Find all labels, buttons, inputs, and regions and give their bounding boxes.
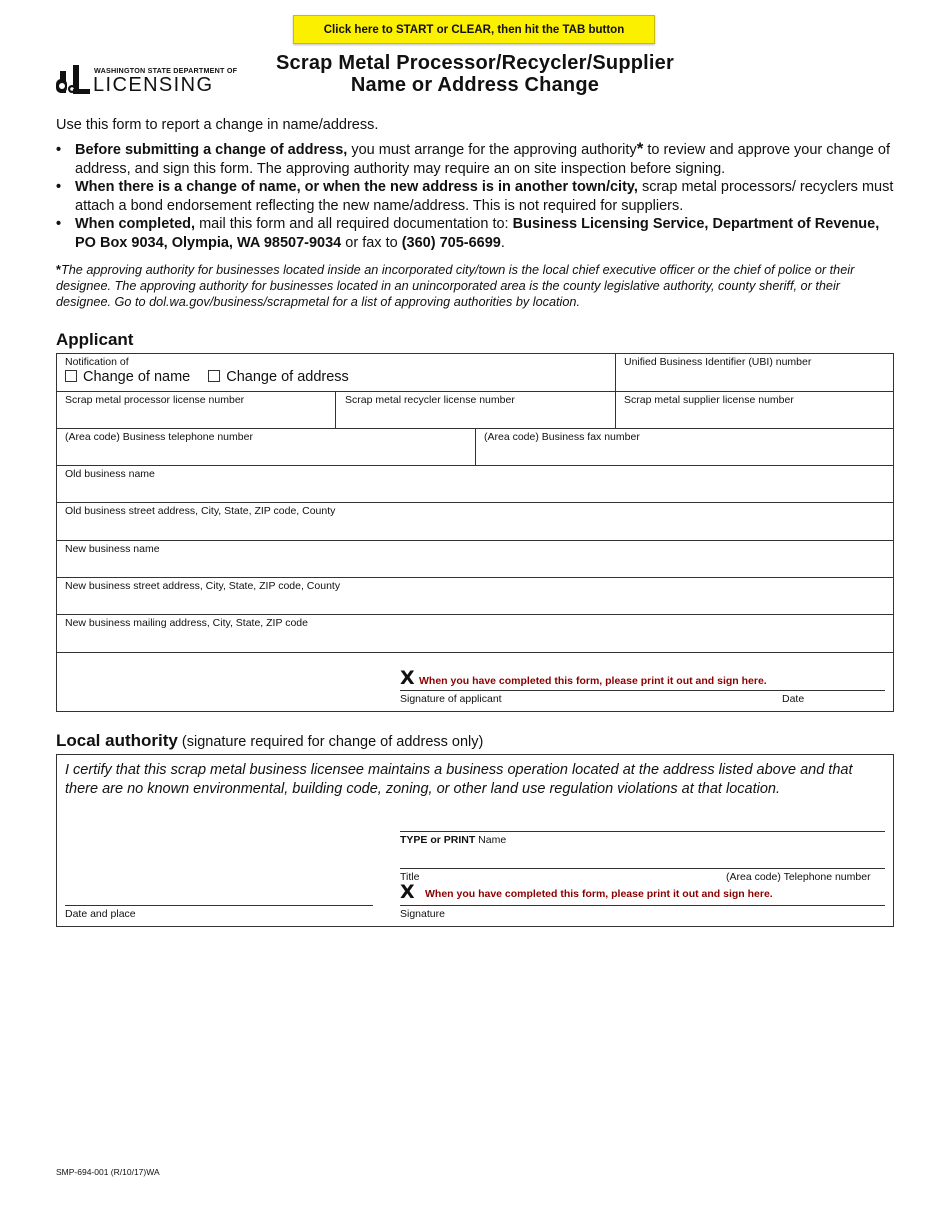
divider <box>57 652 893 653</box>
title-line <box>400 868 885 869</box>
sign-here-message: When you have completed this form, please print it out and sign here. <box>425 888 773 900</box>
phone-input[interactable] <box>57 443 475 465</box>
sign-here-x-icon: X <box>400 667 415 689</box>
change-address-label: Change of address <box>226 369 349 385</box>
footnote-text: The approving authority for businesses located inside an incorporated city/town is the local chief executive officer or the chief of police or their designee. The approving authority for businesses located in an unincorporated area is the county legislative authority, county sheriff, or their designee. Go to dol.wa.gov/business/scrapmetal for a list of approving authorities by location. <box>56 263 855 309</box>
divider <box>57 502 893 503</box>
type-print-bold: TYPE or PRINT <box>400 834 476 846</box>
fax-label: (Area code) Business fax number <box>484 431 640 443</box>
new-mailing-label: New business mailing address, City, State, ZIP code <box>65 617 308 629</box>
official-title-label: Title <box>400 871 420 883</box>
instruction-text: mail this form and all required documentation to: <box>195 216 513 232</box>
phone-label: (Area code) Business telephone number <box>65 431 253 443</box>
official-name-input[interactable] <box>400 807 885 831</box>
date-label: Date <box>782 693 805 705</box>
processor-license-input[interactable] <box>57 406 335 428</box>
ubi-input[interactable] <box>616 369 893 391</box>
fax-input[interactable] <box>476 443 893 465</box>
approving-authority-note <box>56 262 896 310</box>
applicant-heading: Applicant <box>56 330 134 349</box>
bullet-mark: • <box>56 142 62 158</box>
instruction-bold: Before submitting a change of address, <box>75 142 348 158</box>
signature-line <box>400 905 885 906</box>
bullet-mark: • <box>56 216 62 232</box>
logo-licensing-text: LICENSING <box>93 74 214 96</box>
applicant-box <box>56 353 894 712</box>
new-address-input[interactable] <box>57 592 893 614</box>
instruction-text: scrap metal processors/ recyclers must attach a bond endorsement reflecting the new name/address. This is not required for suppliers. <box>75 179 894 214</box>
asterisk-mark: * <box>636 139 644 158</box>
local-authority-heading <box>56 731 483 751</box>
certification-text: I certify that this scrap metal business licensee maintains a business operation located at the address listed above and that there are no known environmental, building code, zoning, or other land use regulation violations at that location. <box>65 762 853 797</box>
local-authority-box <box>56 754 894 927</box>
processor-license-label: Scrap metal processor license number <box>65 394 245 406</box>
asterisk-mark: * <box>56 263 61 277</box>
change-name-label: Change of name <box>83 369 191 385</box>
start-clear-button[interactable]: Click here to START or CLEAR, then hit the TAB button <box>293 15 655 44</box>
official-signature-field[interactable] <box>400 883 885 905</box>
recycler-license-label: Scrap metal recycler license number <box>345 394 515 406</box>
old-name-input[interactable] <box>57 480 893 502</box>
dol-logo <box>56 61 238 97</box>
mailing-address: Business Licensing Service, Department of Revenue, PO Box 9034, Olympia, WA 98507-9034 <box>75 216 880 251</box>
date-place-line <box>65 905 373 906</box>
new-name-input[interactable] <box>57 555 893 577</box>
divider <box>57 465 893 466</box>
date-place-label: Date and place <box>65 908 136 920</box>
date-place-input[interactable] <box>65 881 373 905</box>
instruction-text: you must arrange for the approving authority <box>347 142 637 158</box>
new-name-label: New business name <box>65 543 160 555</box>
instruction-item <box>56 141 896 178</box>
instruction-bold: When there is a change of name, or when the new address is in another town/city, <box>75 179 638 195</box>
change-address-checkbox[interactable] <box>208 370 220 382</box>
dol-logo-icon <box>56 63 90 95</box>
divider <box>57 540 893 541</box>
instruction-text: . <box>500 234 505 251</box>
instruction-item <box>56 215 896 252</box>
instruction-text: to review and approve your change of address, and sign this form. The approving authority may require an on site inspection before signing. <box>75 142 890 177</box>
divider <box>57 577 893 578</box>
official-title-input[interactable] <box>400 845 885 868</box>
intro-text: Use this form to report a change in name/address. <box>56 117 379 133</box>
change-name-checkbox[interactable] <box>65 370 77 382</box>
type-print-rest: Name <box>475 834 507 846</box>
new-address-label: New business street address, City, State, ZIP code, County <box>65 580 341 592</box>
title-line-1: Scrap Metal Processor/Recycler/Supplier <box>276 52 674 74</box>
notification-options <box>65 369 349 385</box>
supplier-license-label: Scrap metal supplier license number <box>624 394 794 406</box>
divider <box>57 391 893 392</box>
logo-dept-text: WASHINGTON STATE DEPARTMENT OF <box>94 66 238 75</box>
title-line-2: Name or Address Change <box>350 74 600 96</box>
instruction-bold: When completed, <box>75 216 196 232</box>
instructions-list <box>56 141 896 252</box>
old-address-input[interactable] <box>57 517 893 539</box>
divider <box>57 614 893 615</box>
official-phone-label: (Area code) Telephone number <box>726 871 871 883</box>
local-authority-subtitle: (signature required for change of address only) <box>177 734 484 750</box>
supplier-license-input[interactable] <box>616 406 893 428</box>
local-authority-title: Local authority <box>56 731 178 750</box>
sign-here-x-icon: X <box>400 881 415 903</box>
notification-label: Notification of <box>65 356 129 368</box>
sign-here-message: When you have completed this form, please print it out and sign here. <box>419 675 767 687</box>
signature-applicant-label: Signature of applicant <box>400 693 502 705</box>
signature-line <box>400 690 885 691</box>
instruction-item <box>56 178 896 215</box>
old-name-label: Old business name <box>65 468 155 480</box>
bullet-mark: • <box>56 179 62 195</box>
ubi-label: Unified Business Identifier (UBI) number <box>624 356 812 368</box>
form-number: SMP-694-001 (R/10/17)WA <box>56 1167 160 1177</box>
instruction-text: or fax to <box>341 234 402 251</box>
applicant-signature-field[interactable] <box>400 659 885 691</box>
page-title <box>225 52 725 96</box>
name-line <box>400 831 885 832</box>
new-mailing-input[interactable] <box>57 629 893 651</box>
recycler-license-input[interactable] <box>336 406 615 428</box>
signature-label: Signature <box>400 908 445 920</box>
fax-number: (360) 705-6699 <box>401 234 501 251</box>
old-address-label: Old business street address, City, State, ZIP code, County <box>65 505 336 517</box>
